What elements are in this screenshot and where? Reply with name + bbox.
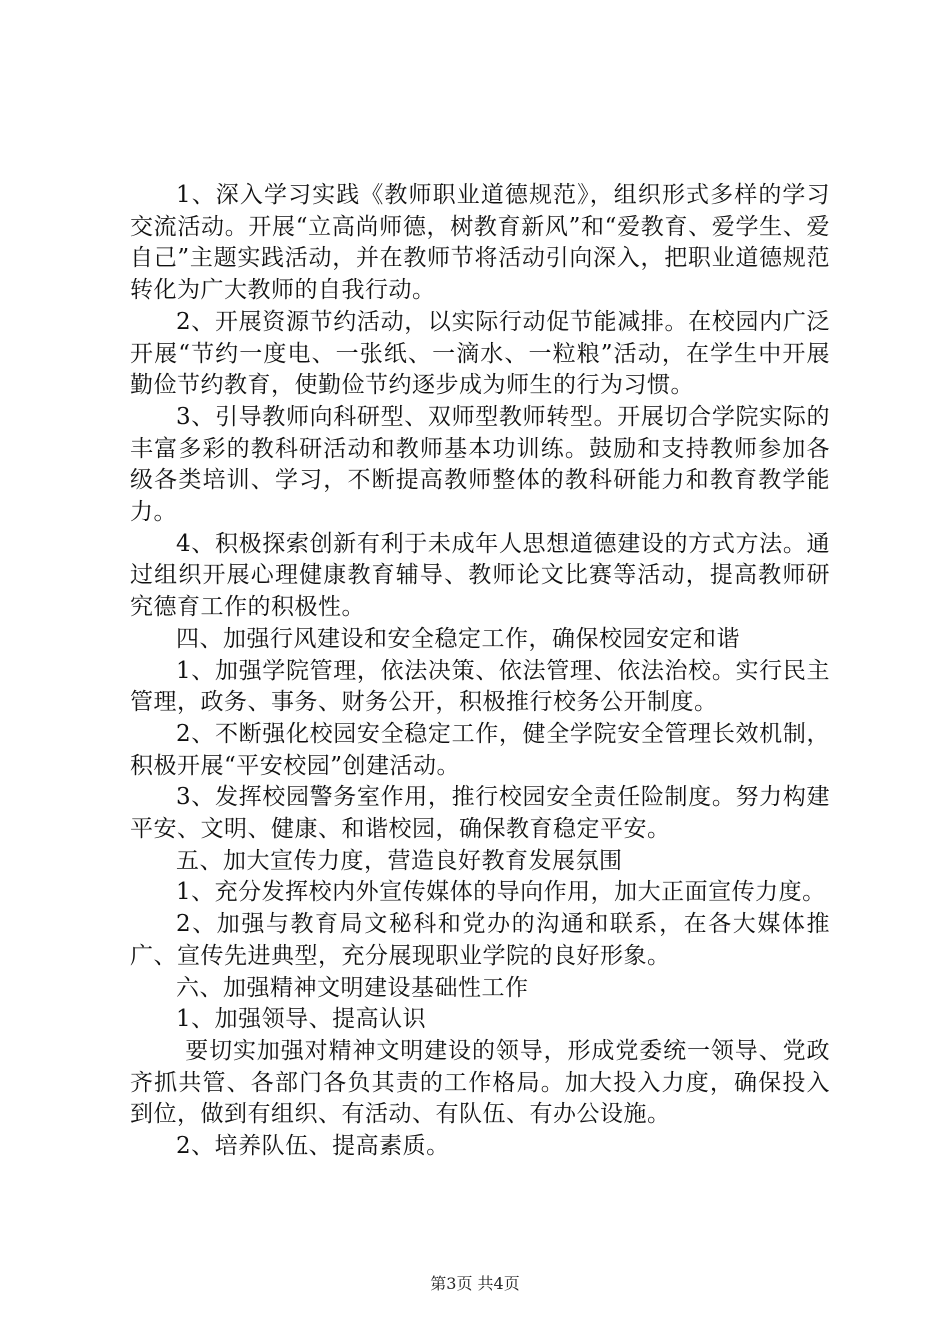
paragraph-4: 4、积极探索创新有利于未成年人思想道德建设的方式方法。通过组织开展心理健康教育辅导、教师论文比赛等活动，提高教师研究德育工作的积极性。: [130, 530, 830, 621]
paragraph-6: 2、不断强化校园安全稳定工作，健全学院安全管理长效机制，积极开展“平安校园”创建活动。: [130, 720, 830, 779]
paragraph-2: 2、开展资源节约活动，以实际行动促节能减排。在校园内广泛开展“节约一度电、一张纸、一滴水、一粒粮”活动，在学生中开展勤俭节约教育，使勤俭节约逐步成为师生的行为习惯。: [130, 308, 830, 399]
paragraph-12: 2、培养队伍、提高素质。: [176, 1133, 450, 1160]
paragraph-3: 3、引导教师向科研型、双师型教师转型。开展切合学院实际的丰富多彩的教科研活动和教师基本功训练。鼓励和支持教师参加各级各类培训、学习，不断提高教师整体的教科研能力和教育教学能力。: [130, 403, 830, 526]
paragraph-11: 要切实加强对精神文明建设的领导，形成党委统一领导、党政齐抓共管、各部门各负其责的工作格局。加大投入力度，确保投入到位，做到有组织、有活动、有队伍、有办公设施。: [130, 1037, 830, 1128]
document-body: [130, 180, 830, 1163]
paragraph-8: 1、充分发挥校内外宣传媒体的导向作用，加大正面宣传力度。: [176, 879, 826, 906]
page-number-footer: 第3页 共4页: [430, 1274, 520, 1293]
paragraph-5: 1、加强学院管理，依法决策、依法管理、依法治校。实行民主管理，政务、事务、财务公开，积极推行校务公开制度。: [130, 657, 830, 716]
section-heading-5: 五、加大宣传力度，营造良好教育发展氛围: [176, 847, 623, 874]
paragraph-7: 3、发挥校园警务室作用，推行校园安全责任险制度。努力构建平安、文明、健康、和谐校园，确保教育稳定平安。: [130, 784, 830, 843]
section-heading-6: 六、加强精神文明建设基础性工作: [176, 974, 529, 1001]
paragraph-1: 1、深入学习实践《教师职业道德规范》，组织形式多样的学习交流活动。开展“立高尚师德，树教育新风”和“爱教育、爱学生、爱自己”主题实践活动，并在教师节将活动引向深入，把职业道德规范转化为广大教师的自我行动。: [130, 182, 830, 304]
paragraph-9: 2、加强与教育局文秘科和党办的沟通和联系，在各大媒体推广、宣传先进典型，充分展现职业学院的良好形象。: [130, 911, 830, 969]
paragraph-10: 1、加强领导、提高认识: [176, 1006, 427, 1033]
section-heading-4: 四、加强行风建设和安全稳定工作，确保校园安定和谐: [176, 625, 740, 652]
